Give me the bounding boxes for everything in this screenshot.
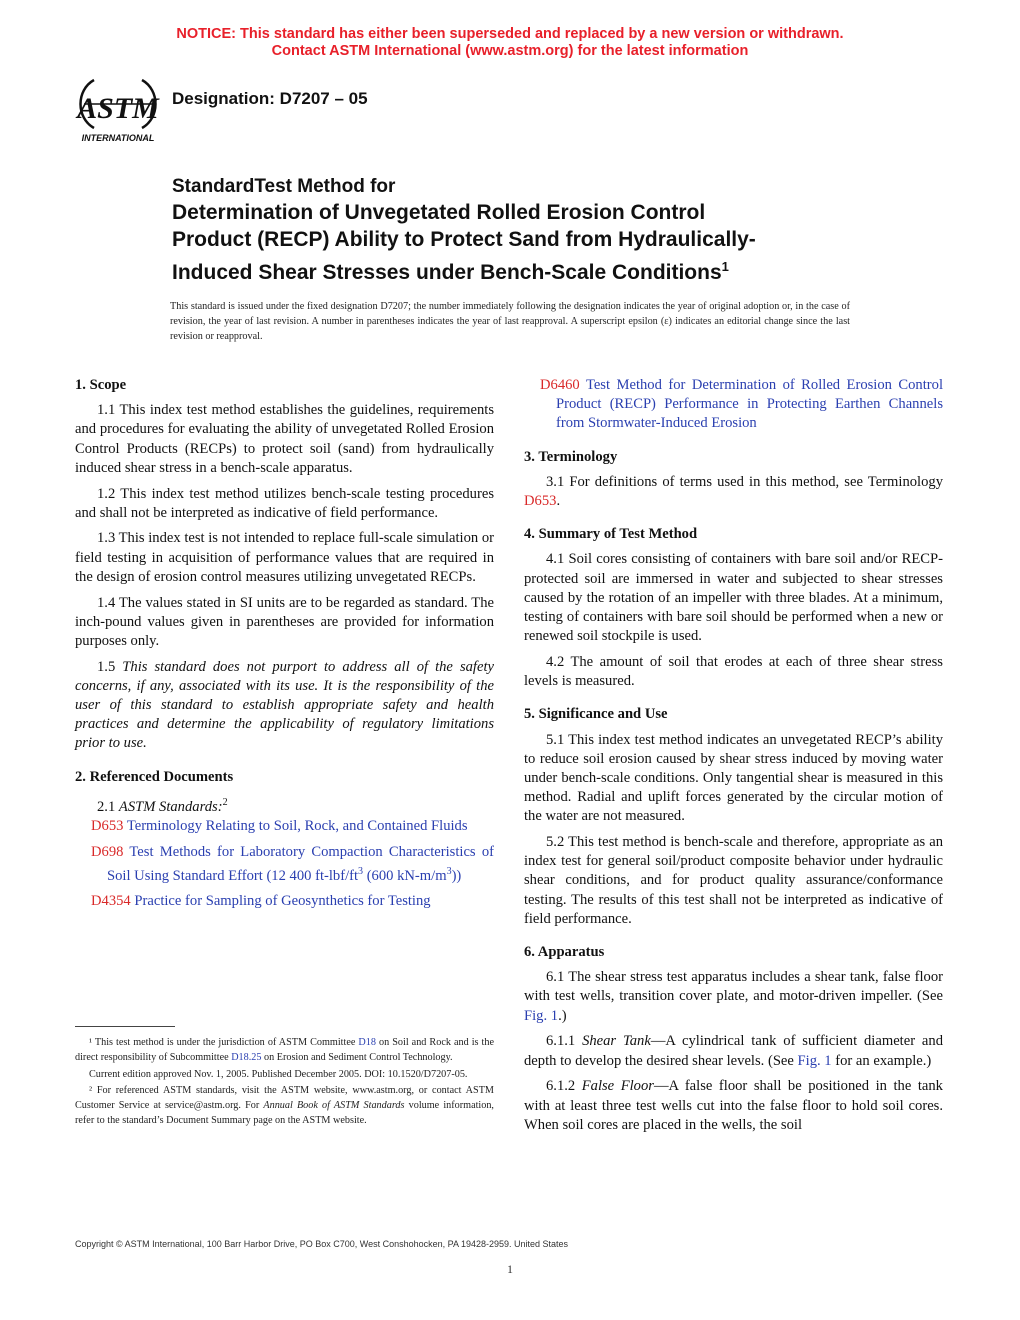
ref-2-1-number: 2.1 bbox=[97, 798, 116, 815]
left-column bbox=[75, 376, 494, 918]
apparatus-6-1-1-text: —A cylindrical tank of sufficient diameter and depth to develop the desired shear levels. (See bbox=[524, 1033, 943, 1069]
apparatus-6-1-text: 6.1 The shear stress test apparatus includes a shear tank, false floor with test wells, transition cover plate, and motor-driven impeller. (See bbox=[524, 969, 943, 1005]
document-title bbox=[172, 175, 892, 286]
ref-title-d698-a[interactable]: Test Methods for Laboratory Compaction Characteristics of Soil Using Standard Effort (12 400 ft-lbf/ft bbox=[107, 843, 494, 884]
title-line-4: Induced Shear Stresses under Bench-Scale Conditions bbox=[172, 261, 722, 284]
footnote-1-text-a: ¹ This test method is under the jurisdiction of ASTM Committee bbox=[89, 1037, 359, 1048]
footnote-1-text-c: on Erosion and Sediment Control Technology. bbox=[261, 1051, 453, 1063]
scope-1-2: 1.2 This index test method utilizes bench-scale testing procedures and shall not be interpreted as indicative of field performance. bbox=[75, 485, 494, 521]
footnotes bbox=[75, 1036, 494, 1131]
apparatus-6-1-1-number: 6.1.1 bbox=[546, 1033, 583, 1050]
terminology-3-1-text: 3.1 For definitions of terms used in this method, see Terminology bbox=[546, 473, 943, 490]
footnote-2-annual-book: Annual Book of ASTM Standards bbox=[263, 1100, 405, 1112]
significance-5-2: 5.2 This test method is bench-scale and therefore, appropriate as an index test for general soil/product composite behavior under hydraulic shear conditions, and for product quality assurance/conformance testing. The results of this test shall not be interpreted as indicative of field performance. bbox=[524, 834, 943, 927]
ref-title-d698-b[interactable]: (600 kN-m/m bbox=[363, 867, 447, 884]
reference-d6460[interactable] bbox=[540, 376, 943, 434]
reference-d653[interactable] bbox=[91, 817, 494, 836]
summary-4-2: 4.2 The amount of soil that erodes at each of three shear stress levels is measured. bbox=[524, 653, 943, 690]
title-line-2: Determination of Unvegetated Rolled Erosion Control bbox=[172, 201, 706, 224]
terminology-heading: 3. Terminology bbox=[524, 448, 618, 465]
scope-1-5-number: 1.5 bbox=[97, 658, 116, 675]
notice-line-2: Contact ASTM International (www.astm.org) for the latest information bbox=[271, 43, 749, 59]
ref-2-1-label: ASTM Standards: bbox=[118, 798, 223, 815]
apparatus-6-1-1-fig1-link[interactable]: Fig. 1 bbox=[797, 1052, 832, 1069]
summary-heading: 4. Summary of Test Method bbox=[524, 526, 698, 543]
footnote-rule bbox=[75, 1026, 175, 1027]
title-line-3: Product (RECP) Ability to Protect Sand from Hydraulically- bbox=[172, 228, 756, 251]
apparatus-6-1-2 bbox=[524, 1077, 943, 1135]
ref-title-d698-sup2: 3 bbox=[446, 865, 452, 877]
footnote-1-edition: Current edition approved Nov. 1, 2005. Published December 2005. DOI: 10.1520/D7207-05. bbox=[89, 1068, 468, 1080]
designation: Designation: D7207 – 05 bbox=[172, 89, 368, 108]
footnote-2 bbox=[75, 1084, 494, 1128]
terminology-3-1-end: . bbox=[556, 493, 561, 510]
ref-title-d6460[interactable]: Test Method for Determination of Rolled Erosion Control Product (RECP) Performance in Protecting Earthen Channels from Stormwater-Induced Erosion bbox=[556, 377, 943, 432]
ref-title-d4354[interactable]: Practice for Sampling of Geosynthetics for Testing bbox=[134, 893, 431, 910]
footnote-1 bbox=[75, 1036, 494, 1066]
scope-1-4: 1.4 The values stated in SI units are to be regarded as standard. The inch-pound values given in parentheses are provided for information purposes only. bbox=[75, 594, 494, 649]
issuance-statement: This standard is issued under the fixed designation D7207; the number immediately following the designation indicates the year of original adoption or, in the case of revision, the year of last revision. A number in parentheses indicates the year of last reapproval. A superscript epsilon (ε) indicates an editorial change since the last revision or reapproval. bbox=[170, 301, 850, 342]
astm-logo bbox=[72, 74, 164, 146]
copyright-line: Copyright © ASTM International, 100 Barr Harbor Drive, PO Box C700, West Conshohocken, PA 19428-2959. United States bbox=[75, 1239, 569, 1249]
title-line-1: StandardTest Method for bbox=[172, 176, 396, 197]
apparatus-6-1-1-end: for an example.) bbox=[831, 1052, 932, 1069]
apparatus-heading: 6. Apparatus bbox=[524, 944, 605, 961]
footnote-d18-25-link[interactable]: D18.25 bbox=[231, 1051, 262, 1063]
referenced-documents-heading: 2. Referenced Documents bbox=[75, 768, 234, 785]
astm-standards-label bbox=[75, 793, 494, 817]
terminology-3-1 bbox=[524, 473, 943, 511]
apparatus-6-1-end: .) bbox=[558, 1007, 567, 1024]
ref-title-d698-c[interactable]: )) bbox=[451, 867, 462, 884]
scope-1-5-text: This standard does not purport to address all of the safety concerns, if any, associated with its use. It is the responsibility of the user of this standard to establish appropriate safety and health practices and determine the applicability of regulatory limitations prior to use. bbox=[75, 658, 494, 752]
title-footnote-mark: 1 bbox=[721, 259, 729, 274]
apparatus-shear-tank-term: Shear Tank bbox=[582, 1033, 651, 1050]
apparatus-fig1-link[interactable]: Fig. 1 bbox=[524, 1007, 559, 1024]
footnote-1-text-b: on Soil and Rock and is the direct responsibility of Subcommittee bbox=[75, 1037, 494, 1063]
apparatus-6-1-2-number: 6.1.2 bbox=[546, 1078, 582, 1095]
footnote-2-text-b: volume information, refer to the standard’s Document Summary page on the ASTM website. bbox=[75, 1100, 494, 1126]
scope-heading: 1. Scope bbox=[75, 377, 127, 393]
footnote-2-text-a: ² For referenced ASTM standards, visit the ASTM website, www.astm.org, or contact ASTM Customer Service at service@astm.org. For bbox=[75, 1085, 494, 1112]
summary-4-1: 4.1 Soil cores consisting of containers with bare soil and/or RECP-protected soil are immersed in water and subjected to shear stresses caused by the rotation of an impeller with three blades. At a minimum, testing of containers with bare soil should be performed when a new or renewed soil stockpile is used. bbox=[524, 551, 943, 645]
ref-code-d653[interactable]: D653 bbox=[91, 817, 124, 834]
logo-subtext: INTERNATIONAL bbox=[81, 133, 155, 143]
page-number: 1 bbox=[507, 1262, 513, 1276]
reference-d4354[interactable] bbox=[91, 892, 494, 911]
apparatus-false-floor-term: False Floor bbox=[581, 1078, 654, 1095]
scope-1-1: 1.1 This index test method establishes the guidelines, requirements and procedures for evaluating the ability of unvegetated Rolled Erosion Control Products (RECPs) to protect soil (sand) from hydraulically induced shear stress in a bench-scale apparatus. bbox=[75, 402, 494, 476]
ref-code-d4354[interactable]: D4354 bbox=[91, 893, 131, 910]
scope-1-3: 1.3 This index test is not intended to replace full-scale simulation or field testing in acquisition of performance values that are required in the design of erosion control measures utilizing unvegetated RECPs. bbox=[75, 530, 494, 585]
scope-1-5 bbox=[75, 658, 494, 754]
ref-code-d6460[interactable]: D6460 bbox=[540, 377, 580, 393]
logo-letters: ASTM bbox=[77, 92, 159, 125]
significance-heading: 5. Significance and Use bbox=[524, 706, 668, 723]
footnote-d18-link[interactable]: D18 bbox=[358, 1037, 376, 1048]
ref-2-1-footnote-mark: 2 bbox=[222, 796, 228, 808]
apparatus-6-1-1 bbox=[524, 1032, 943, 1070]
ref-title-d698[interactable] bbox=[107, 844, 494, 884]
ref-code-d698[interactable]: D698 bbox=[91, 843, 124, 860]
right-column bbox=[524, 376, 943, 1141]
astm-logo-icon bbox=[72, 74, 164, 146]
ref-title-d653[interactable]: Terminology Relating to Soil, Rock, and Contained Fluids bbox=[126, 817, 468, 834]
reference-d698[interactable] bbox=[91, 843, 494, 886]
significance-5-1: 5.1 This index test method indicates an unvegetated RECP’s ability to reduce soil erosion caused by shear stress induced by moving water under bench-scale conditions. Only tangential shear is measured in this method. Radial and uplift forces generated by the circular motion of the water are not measured. bbox=[524, 731, 943, 825]
terminology-d653-link[interactable]: D653 bbox=[524, 493, 557, 510]
notice-line-1: NOTICE: This standard has either been superseded and replaced by a new version or withdrawn. bbox=[176, 26, 844, 42]
apparatus-6-1 bbox=[524, 968, 943, 1026]
apparatus-6-1-2-text: —A false floor shall be positioned in the tank with at least three test wells cut into the false floor to hold soil cores. When soil cores are placed in the wells, the soil bbox=[524, 1078, 943, 1133]
ref-title-d698-sup1: 3 bbox=[358, 865, 364, 877]
withdrawn-notice bbox=[0, 26, 1020, 60]
